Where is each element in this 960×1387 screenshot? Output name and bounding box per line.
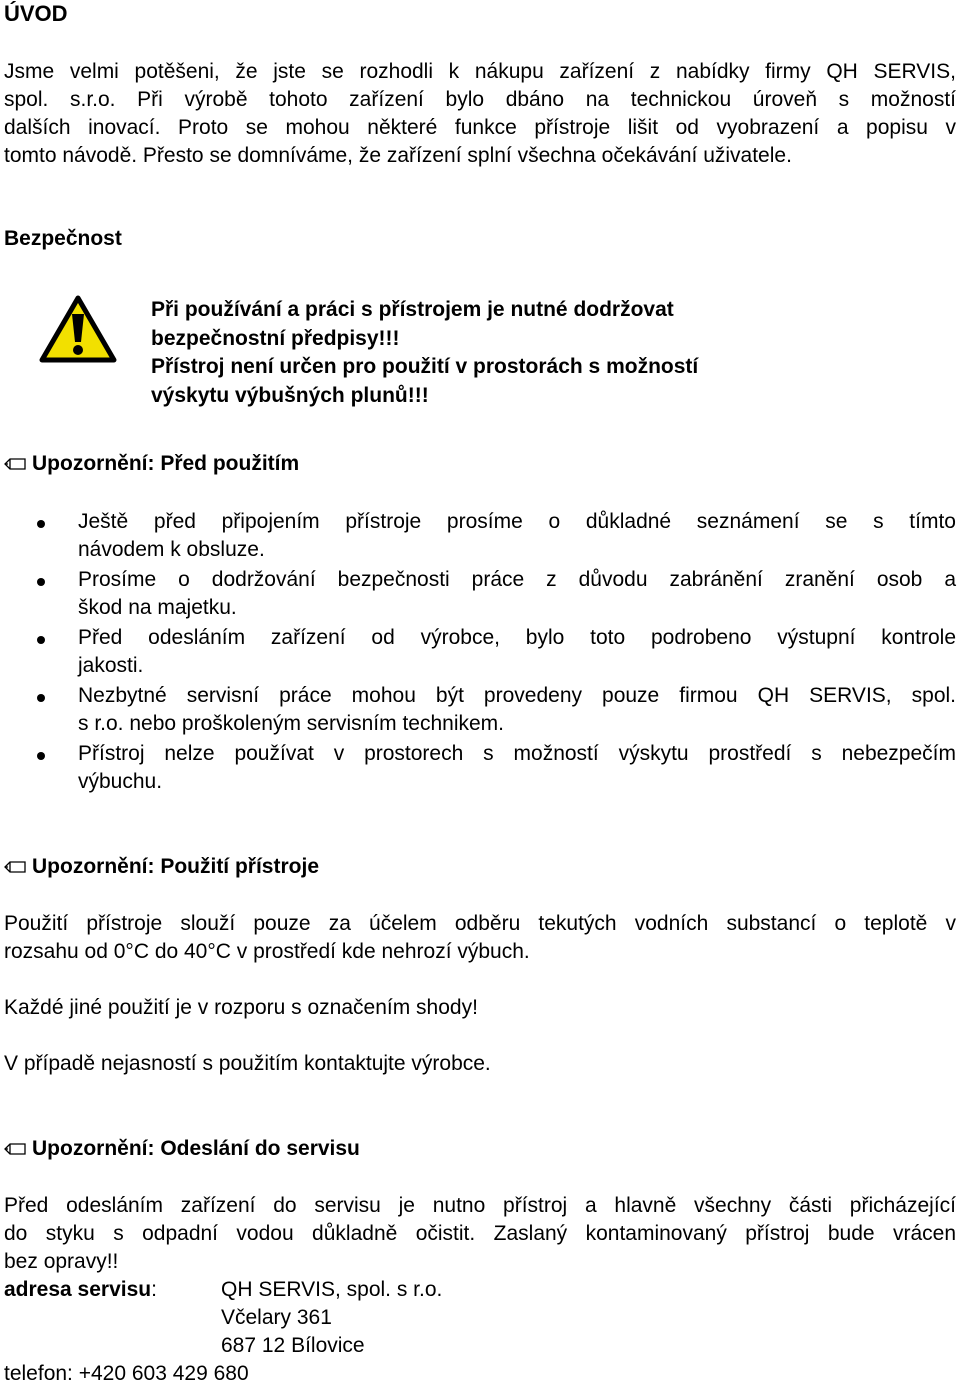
safety-warning-line: Přístroj není určen pro použití v prostorách s možností (151, 355, 699, 378)
before-use-heading-text: Upozornění: Před použitím (32, 452, 300, 475)
address-line: Včelary 361 (221, 1306, 332, 1329)
bullet-line: návodem k obsluze. (78, 538, 265, 561)
bullet-line: Před odesláním zařízení od výrobce, bylo toto podrobeno výstupní kontrole (78, 626, 956, 649)
usage-paragraph: V případě nejasností s použitím kontaktujte výrobce. (4, 1052, 491, 1075)
bullet-dot (37, 578, 45, 586)
intro-line: spol. s.r.o. Při výrobě tohoto zařízení bylo dbáno na technickou úroveň s možností (4, 88, 956, 111)
bullet-dot (37, 752, 45, 760)
safety-warning-line: bezpečnostní předpisy!!! (151, 327, 400, 350)
page-title: ÚVOD (4, 1, 68, 26)
usage-paragraph: Každé jiné použití je v rozporu s označením shody! (4, 996, 478, 1019)
bullet-line: Přístroj nelze používat v prostorech s možností výskytu prostředí s nebezpečím (78, 742, 956, 765)
bullet-line: výbuchu. (78, 770, 163, 793)
address-line: QH SERVIS, spol. s r.o. (221, 1278, 443, 1301)
usage-paragraph-line: Použití přístroje slouží pouze za účelem odběru tekutých vodních substancí o teplotě v (4, 912, 956, 935)
bullet-line: Ještě před připojením přístroje prosíme o důkladné seznámení se s tímto (78, 510, 956, 533)
safety-heading: Bezpečnost (4, 227, 122, 250)
bullet-line: s r.o. nebo proškoleným servisním technikem. (78, 712, 505, 735)
safety-warning-line: výskytu výbušných plunů!!! (151, 384, 429, 407)
bullet-line: jakosti. (78, 654, 144, 677)
pencil-pointer-icon (4, 859, 26, 875)
service-heading (4, 1137, 360, 1161)
warning-triangle-icon (38, 294, 118, 364)
address-line: 687 12 Bílovice (221, 1334, 365, 1357)
service-heading-text: Upozornění: Odeslání do servisu (32, 1137, 360, 1160)
address-label (4, 1278, 157, 1302)
address-label-colon: : (151, 1278, 157, 1301)
safety-warning-line: Při používání a práci s přístrojem je nutné dodržovat (151, 298, 674, 321)
usage-heading-text: Upozornění: Použití přístroje (32, 855, 319, 878)
usage-heading (4, 855, 319, 879)
pencil-pointer-icon (4, 456, 26, 472)
bullet-dot (37, 694, 45, 702)
usage-paragraph-line: rozsahu od 0°C do 40°C v prostředí kde nehrozí výbuch. (4, 940, 530, 963)
service-paragraph-line: bez opravy!! (4, 1250, 119, 1273)
bullet-dot (37, 520, 45, 528)
pencil-pointer-icon (4, 1141, 26, 1157)
service-paragraph-line: Před odesláním zařízení do servisu je nutno přístroj a hlavně všechny části přicházející (4, 1194, 956, 1217)
intro-line: Jsme velmi potěšeni, že jste se rozhodli k nákupu zařízení z nabídky firmy QH SERVIS, (4, 60, 956, 83)
intro-line: dalších inovací. Proto se mohou některé funkce přístroje lišit od vyobrazení a popisu v (4, 116, 956, 139)
bullet-line: Nezbytné servisní práce mohou být provedeny pouze firmou QH SERVIS, spol. (78, 684, 956, 707)
service-paragraph-line: do styku s odpadní vodou důkladně očistit. Zaslaný kontaminovaný přístroj bude vrácen (4, 1222, 956, 1245)
service-phone: telefon: +420 603 429 680 (4, 1362, 249, 1385)
bullet-line: škod na majetku. (78, 596, 237, 619)
bullet-dot (37, 636, 45, 644)
intro-line: tomto návodě. Přesto se domníváme, že zařízení splní všechna očekávání uživatele. (4, 144, 792, 167)
bullet-line: Prosíme o dodržování bezpečnosti práce z důvodu zabránění zranění osob a (78, 568, 956, 591)
address-label-text: adresa servisu (4, 1278, 152, 1301)
before-use-heading (4, 452, 299, 476)
